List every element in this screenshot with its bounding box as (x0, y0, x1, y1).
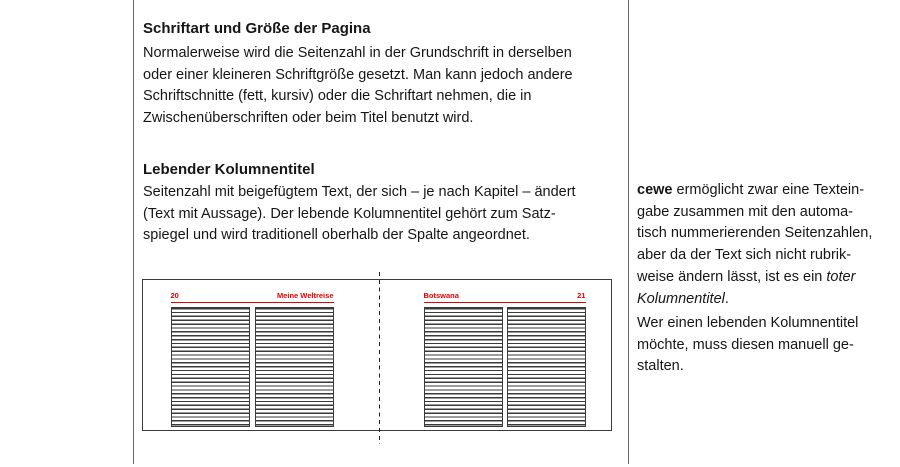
body-line: spiegel und wird traditionell oberhalb der Spalte angeordnet. (143, 227, 530, 244)
note-paragraph-2 (637, 313, 858, 378)
italic-term: toter (826, 268, 856, 285)
note-line: weise ändern lässt, ist es ein toter (637, 268, 856, 285)
text-column-placeholder (507, 307, 586, 427)
spine-dashed-line (379, 272, 381, 444)
right-page-running-head (424, 291, 586, 303)
body-line: Normalerweise wird die Seitenzahl in der Grundschrift in derselben (143, 45, 572, 61)
note-line: tisch nummerierenden Seitenzahlen, (637, 225, 873, 242)
column-divider-left (133, 0, 134, 464)
running-head-title-right: Botswana (423, 291, 459, 300)
section-heading-pagina: Schriftart und Größe der Pagina (143, 20, 371, 37)
note-line: Wer einen lebenden Kolumnentitel (637, 315, 859, 331)
left-book-page (171, 291, 334, 427)
section-heading-kolumnentitel: Lebender Kolumnentitel (143, 161, 315, 178)
column-divider-right (628, 0, 629, 464)
note-line: gabe zusammen mit den automa- (637, 203, 853, 220)
body-line: Seitenzahl mit beigefügtem Text, der sich – je nach Kapitel – ändert (143, 184, 576, 200)
paragraph-pagina (143, 43, 573, 130)
page-number-left: 20 (170, 291, 179, 300)
note-line: Kolumnentitel. (637, 290, 729, 307)
text-column-placeholder (255, 307, 334, 427)
note-line: möchte, muss diesen manuell ge- (637, 336, 854, 353)
note-line: stalten. (637, 358, 684, 375)
text-column-placeholder (424, 307, 503, 427)
left-page-text-columns (171, 307, 334, 427)
body-line: Schriftschnitte (fett, kursiv) oder die Schriftart nehmen, die in (143, 88, 532, 105)
body-line: (Text mit Aussage). Der lebende Kolumnentitel gehört zum Satz- (143, 205, 556, 222)
italic-term: Kolumnentitel (637, 290, 725, 307)
cewe-brand-text: cewe (637, 182, 673, 198)
text-column-placeholder (171, 307, 250, 427)
note-line: aber da der Text sich nicht rubrik- (637, 247, 852, 264)
right-book-page (424, 291, 586, 427)
body-line: Zwischenüberschriften oder beim Titel benutzt wird. (143, 110, 474, 127)
running-head-title-left: Meine Weltreise (276, 291, 334, 300)
paragraph-kolumnentitel (143, 182, 576, 247)
right-page-text-columns (424, 307, 586, 427)
book-spread-diagram (142, 279, 612, 431)
left-page-running-head (171, 291, 334, 303)
note-paragraph-1 (637, 180, 872, 310)
note-line: cewe ermöglicht zwar eine Textein- (637, 182, 865, 198)
page-number-right: 21 (577, 291, 586, 300)
body-line: oder einer kleineren Schriftgröße gesetzt. Man kann jedoch andere (143, 66, 573, 83)
